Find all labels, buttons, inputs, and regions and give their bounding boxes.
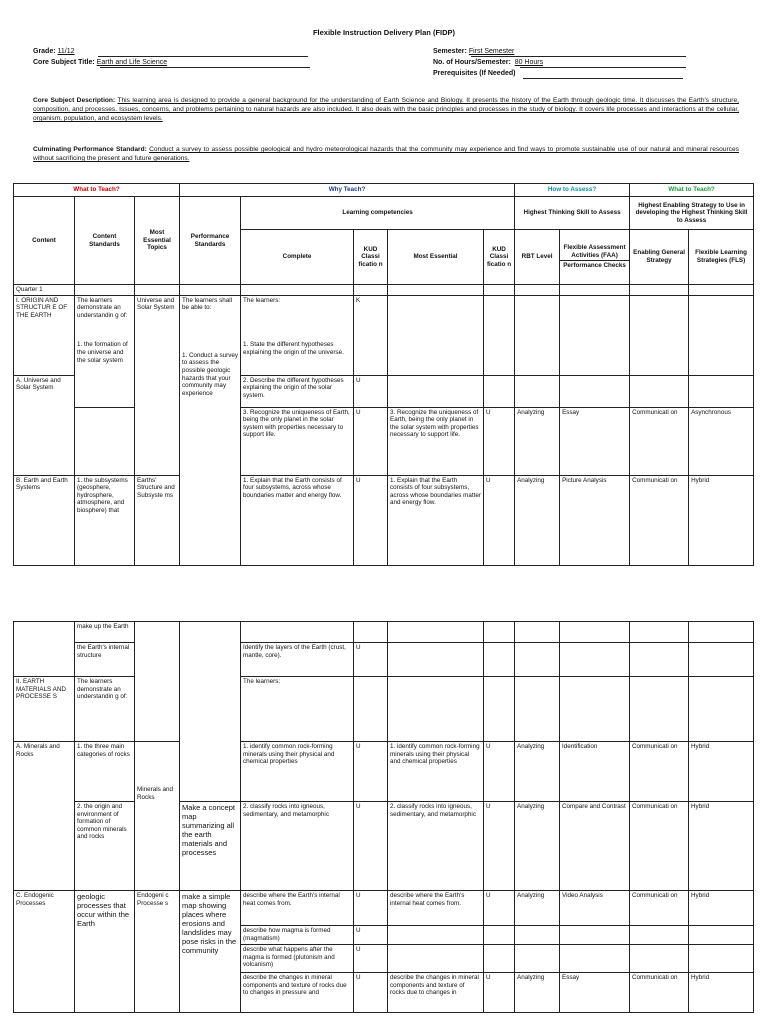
header-most-essential: Most Essential [388,230,484,285]
semester-value: First Semester [468,48,515,55]
hours-value: 80 Hours [514,59,544,66]
table-row [14,677,754,742]
standards-intro: The learners demonstrate an understandin g of: [77,296,128,319]
content-cell: C. Endogenic Processes [14,891,75,1013]
complete-cell: 1. Explain that the Earth consists of four subsystems, across whose boundaries matter and energy flow. [241,475,354,565]
header-performance-standards: Performance Standards [180,197,241,285]
subject-label: Core Subject Title: [33,59,95,66]
kud-cell: U [354,643,388,677]
fls-cell: Hybrid [689,742,754,802]
table-row [14,891,754,926]
content-standards-cell: geologic processes that occur within the Earth [75,891,135,1013]
table-row [14,407,754,475]
quarter-label: Quarter 1 [14,285,75,296]
faa-cell: Essay [560,973,630,1013]
rbt-cell: Analyzing [515,475,560,565]
egs-cell: Communicati on [630,742,689,802]
description-text: This learning area is designed to provide a general background for the understanding of Earth Science and Biology. It presents the history of the Earth through geologic time. It discusses the Earth's structure, composition, and processes. Issues, concerns, and problems pertaining to natural hazards are also included. It also deals with the basic principles and processes in the study of biology. It covers life processes and interactions at the cellular, organism, population, and ecosystem levels. [33,97,739,122]
faa-cell: Compare and Contrast [560,802,630,891]
standard-label: Culminating Performance Standard: [33,146,147,153]
table-row [14,295,754,375]
performance-intro: The learners shall be able to: [182,296,233,312]
complete-cell [241,295,354,375]
fidp-table-page-1 [13,183,754,566]
complete-cell: 1. identify common rock-forming minerals using their physical and chemical properties [241,742,354,802]
hours-field [433,59,543,66]
kud-essential-cell: U [484,891,515,926]
header-content: Content [14,197,75,285]
complete-cell: 2. classify rocks into igneous, sedimentary, and metamorphic [241,802,354,891]
table-row [14,475,754,565]
kud-cell: U [354,407,388,475]
rbt-cell: Analyzing [515,407,560,475]
prereq-underline [523,78,683,79]
egs-cell: Communicati on [630,475,689,565]
egs-cell: Communicati on [630,973,689,1013]
header-rbt-level: RBT Level [515,230,560,285]
essential-cell: 1. identify common rock-forming minerals using their physical and chemical properties [388,742,484,802]
header-faa-cell [560,230,630,285]
header-what-to-teach: What to Teach? [14,184,180,197]
header-kud-2: KUD Classi ficatio n [484,230,515,285]
content-cell: A. Minerals and Rocks [14,742,75,891]
hours-label: No. of Hours/Semester: [433,59,511,66]
subject-value: Earth and Life Science [96,59,168,66]
header-most-essential-topics: Most Essential Topics [135,197,180,285]
kud-cell: U [354,945,388,973]
complete-cell: describe the changes in mineral components and texture of rocks due to changes in pressure and [241,973,354,1013]
egs-cell: Communicati on [630,891,689,926]
page-gap [0,580,768,600]
kud-cell: U [354,802,388,891]
topics-cell: Minerals and Rocks [135,742,180,891]
core-subject-description [33,96,739,123]
semester-label: Semester: [433,48,467,55]
hours-underline [520,67,686,68]
faa-cell: Essay [560,407,630,475]
content-cell: A. Universe and Solar System [14,375,75,475]
performance-cell: make a simple map showing places where erosions and landslides may pose risks in the community [180,891,241,1013]
rbt-cell: Analyzing [515,742,560,802]
subject-field [33,59,167,66]
performance-cell: Make a concept map summarizing all the earth materials and processes [180,802,241,891]
complete-cell: describe where the Earth's internal heat comes from. [241,891,354,926]
subject-underline [100,67,310,68]
header-highest-enabling-strategy: Highest Enabling Strategy to Use in developing the Highest Thinking Skill to Assess [630,197,754,230]
header-enabling-general-strategy: Enabling General Strategy [630,230,689,285]
fls-cell: Hybrid [689,973,754,1013]
essential-cell: 1. Explain that the Earth consists of four subsystems, across whose boundaries matter and energy flow. [388,475,484,565]
fls-cell: Hybrid [689,802,754,891]
header-why-teach: Why Teach? [180,184,515,197]
kud-cell: U [354,475,388,565]
header-highest-thinking-skill: Highest Thinking Skill to Assess [515,197,630,230]
egs-cell: Communicati on [630,802,689,891]
header-performance-checks: Performance Checks [563,262,626,270]
fls-cell: Hybrid [689,475,754,565]
complete-cell: The learners: [241,677,354,742]
fls-cell: Hybrid [689,891,754,926]
performance-cell [180,295,241,565]
complete-cell: describe what happens after the magma is formed (plutonism and volcanism) [241,945,354,973]
essential-cell: 3. Recognize the uniqueness of Earth, being the only planet in the solar system with properties necessary to support life. [388,407,484,475]
grade-field [33,48,75,55]
header-kud-1: KUD Classi ficatio n [354,230,388,285]
culminating-performance-standard [33,145,739,163]
kud-cell: U [354,926,388,945]
quarter-row [14,285,754,296]
content-cell: B. Earth and Earth Systems [14,475,75,565]
essential-cell: describe where the Earth's internal heat comes from. [388,891,484,926]
header-complete: Complete [241,230,354,285]
complete-cell: describe how magma is formed (magmatism) [241,926,354,945]
grade-value: 11/12 [57,48,75,55]
prereq-field [433,70,515,77]
content-standards-cell: 1. the three main categories of rocks [75,742,135,802]
header-fls: Flexible Learning Strategies (FLS) [689,230,754,285]
content-cell: I. ORIGIN AND STRUCTUR E OF THE EARTH [14,295,75,375]
grade-underline [98,56,308,57]
complete-cell: Identify the layers of the Earth (crust, mantle, core). [241,643,354,677]
complete-item: 1. State the different hypotheses explaining the origin of the universe. [243,341,344,356]
content-standards-cell: 2. the origin and environment of formation of common minerals and rocks [75,802,135,891]
fidp-table-page-2 [13,621,754,1013]
content-standards-cell: The learners demonstrate an understandin g of: [75,677,135,742]
kud-cell: U [354,375,388,407]
faa-cell: Video Analysis [560,891,630,926]
complete-intro: The learners: [243,296,281,304]
table-row [14,622,754,643]
kud-essential-cell: U [484,802,515,891]
rbt-cell: Analyzing [515,891,560,926]
content-standards-cell: the Earth's internal structure [75,643,135,677]
header-how-to-assess: How to Assess? [515,184,630,197]
essential-cell: describe the changes in mineral components and texture of rocks due to changes in [388,973,484,1013]
document-title: Flexible Instruction Delivery Plan (FIDP) [312,28,456,37]
kud-cell: K [354,295,388,375]
content-standards-cell [75,295,135,407]
prereq-label: Prerequisites (If Needed) [433,70,516,77]
complete-cell: 3. Recognize the uniqueness of Earth, being the only planet in the solar system with properties necessary to support life. [241,407,354,475]
essential-cell: 2. classify rocks into igneous, sedimentary, and metamorphic [388,802,484,891]
complete-cell: 2. Describe the different hypotheses explaining the origin of the solar system. [241,375,354,407]
kud-essential-cell: U [484,407,515,475]
rbt-cell: Analyzing [515,973,560,1013]
semester-underline [471,56,686,57]
standards-item: 1. the formation of the universe and the solar system [77,341,128,364]
content-standards-cell: make up the Earth [75,622,135,643]
faa-cell: Picture Analysis [560,475,630,565]
grade-label: Grade: [33,48,56,55]
table-row [14,802,754,891]
content-cell: II. EARTH MATERIALS AND PROCESSE S [14,677,75,742]
header-faa: Flexible Assessment Activities (FAA) [560,243,629,261]
kud-essential-cell: U [484,475,515,565]
header-content-standards: Content Standards [75,197,135,285]
table-row [14,643,754,677]
kud-essential-cell: U [484,973,515,1013]
header-learning-competencies: Learning competencies [241,197,515,230]
topics-cell: Endogeni c Processe s [135,891,180,1013]
kud-cell: U [354,973,388,1013]
rbt-cell: Analyzing [515,802,560,891]
description-label: Core Subject Description: [33,97,116,104]
document-page-2 [0,600,768,1024]
standard-text: Conduct a survey to assess possible geological and hydro meteorological hazards that the community may experience and find ways to promote sustainable use of our natural and mineral resources without sacrificing the present and future generations. [33,146,739,162]
topics-cell: Earths' Structure and Subsyste ms [135,475,180,565]
kud-cell: U [354,891,388,926]
header-what-to-teach-2: What to Teach? [630,184,754,197]
topics-cell: Universe and Solar System [135,295,180,475]
egs-cell: Communicati on [630,407,689,475]
semester-field [433,48,514,55]
kud-essential-cell: U [484,742,515,802]
kud-cell: U [354,742,388,802]
table-row [14,742,754,802]
performance-item: 1. Conduct a survey to assess the possible geologic hazards that your community may experience [182,351,239,397]
content-standards-cell: 1. the subsystems (geosphere, hydrosphere, atmosphere, and biosphere) that [75,475,135,565]
fls-cell: Asynchronous [689,407,754,475]
faa-cell: Identification [560,742,630,802]
